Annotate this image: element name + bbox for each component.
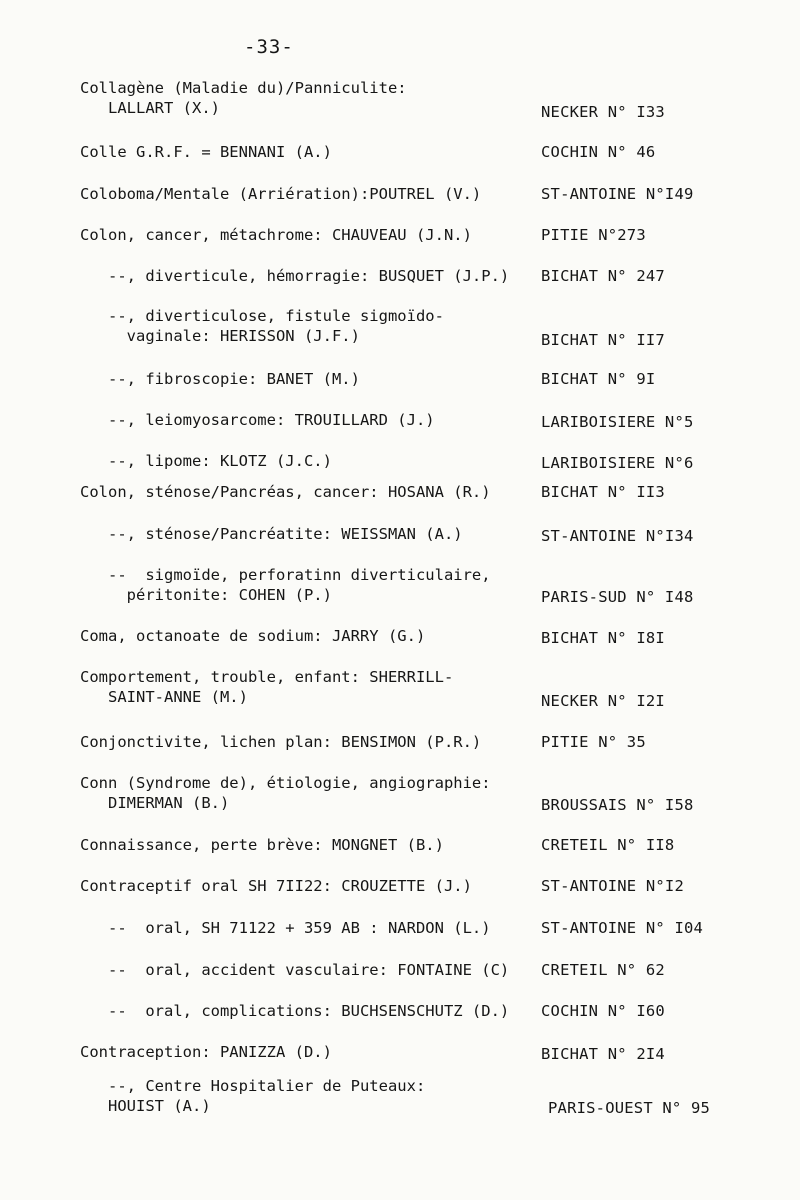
entry-text-line: -- oral, accident vasculaire: FONTAINE (C) — [80, 961, 510, 979]
entry-location: BROUSSAIS N° I58 — [541, 796, 694, 814]
entry-location: COCHIN N° I60 — [541, 1002, 665, 1020]
entry-location: PITIE N°273 — [541, 226, 646, 244]
entry-location: ST-ANTOINE N°I2 — [541, 877, 684, 895]
entry-text-line: Conn (Syndrome de), étiologie, angiographie: — [80, 774, 491, 792]
entry-text-line: DIMERMAN (B.) — [80, 794, 230, 812]
entry-location: BICHAT N° 247 — [541, 267, 665, 285]
entry-text-line: --, leiomyosarcome: TROUILLARD (J.) — [80, 411, 435, 429]
entry-location: LARIBOISIERE N°6 — [541, 454, 694, 472]
entry-text-line: Colle G.R.F. = BENNANI (A.) — [80, 143, 332, 161]
entry-location: COCHIN N° 46 — [541, 143, 656, 161]
entry-text-line: --, diverticulose, fistule sigmoïdo- — [80, 307, 444, 325]
entry-text-line: Collagène (Maladie du)/Panniculite: — [80, 79, 407, 97]
entry-text-line: Contraception: PANIZZA (D.) — [80, 1043, 332, 1061]
page-number: -33- — [244, 36, 294, 58]
entry-text-line: Comportement, trouble, enfant: SHERRILL- — [80, 668, 454, 686]
entry-location: BICHAT N° 2I4 — [541, 1045, 665, 1063]
entry-text-line: Colon, cancer, métachrome: CHAUVEAU (J.N.) — [80, 226, 472, 244]
entry-location: PARIS-OUEST N° 95 — [548, 1099, 711, 1117]
entry-text-line: HOUIST (A.) — [80, 1097, 211, 1115]
entry-location: BICHAT N° I8I — [541, 629, 665, 647]
entry-location: LARIBOISIERE N°5 — [541, 413, 694, 431]
entry-text-line: LALLART (X.) — [80, 99, 220, 117]
entry-location: ST-ANTOINE N°I49 — [541, 185, 694, 203]
entry-text-line: Coma, octanoate de sodium: JARRY (G.) — [80, 627, 426, 645]
entry-text-line: péritonite: COHEN (P.) — [80, 586, 332, 604]
entry-location: NECKER N° I33 — [541, 103, 665, 121]
entry-text-line: vaginale: HERISSON (J.F.) — [80, 327, 360, 345]
entry-text-line: SAINT-ANNE (M.) — [80, 688, 248, 706]
entry-location: CRETEIL N° II8 — [541, 836, 675, 854]
entry-location: CRETEIL N° 62 — [541, 961, 665, 979]
entry-text-line: -- oral, complications: BUCHSENSCHUTZ (D.) — [80, 1002, 510, 1020]
entry-text-line: --, fibroscopie: BANET (M.) — [80, 370, 360, 388]
entry-text-line: -- oral, SH 71122 + 359 AB : NARDON (L.) — [80, 919, 491, 937]
entry-text-line: --, Centre Hospitalier de Puteaux: — [80, 1077, 426, 1095]
entry-text-line: Contraceptif oral SH 7II22: CROUZETTE (J.) — [80, 877, 472, 895]
entry-text-line: --, diverticule, hémorragie: BUSQUET (J.P.) — [80, 267, 510, 285]
entry-text-line: Coloboma/Mentale (Arriération):POUTREL (V.) — [80, 185, 482, 203]
entry-location: BICHAT N° 9I — [541, 370, 656, 388]
entry-location: PARIS-SUD N° I48 — [541, 588, 694, 606]
entry-location: BICHAT N° II7 — [541, 331, 665, 349]
entry-location: BICHAT N° II3 — [541, 483, 665, 501]
entry-text-line: Connaissance, perte brève: MONGNET (B.) — [80, 836, 444, 854]
entry-text-line: --, sténose/Pancréatite: WEISSMAN (A.) — [80, 525, 463, 543]
entry-text-line: --, lipome: KLOTZ (J.C.) — [80, 452, 332, 470]
entry-location: PITIE N° 35 — [541, 733, 646, 751]
entry-location: ST-ANTOINE N° I04 — [541, 919, 704, 937]
entry-location: ST-ANTOINE N°I34 — [541, 527, 694, 545]
entry-text-line: -- sigmoïde, perforatinn diverticulaire, — [80, 566, 491, 584]
entry-text-line: Conjonctivite, lichen plan: BENSIMON (P.R.) — [80, 733, 482, 751]
entry-text-line: Colon, sténose/Pancréas, cancer: HOSANA (R.) — [80, 483, 491, 501]
entry-location: NECKER N° I2I — [541, 692, 665, 710]
